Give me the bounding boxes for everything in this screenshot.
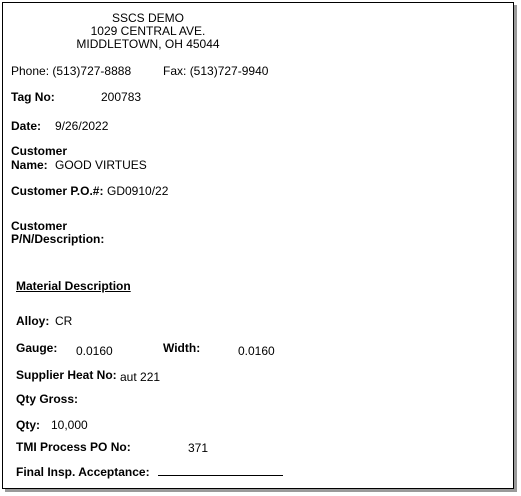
company-city: MIDDLETOWN, OH 45044 [76, 37, 220, 51]
heat-value: aut 221 [120, 370, 161, 384]
fax-label: Fax: [163, 64, 187, 78]
tag-value: 200783 [101, 90, 142, 104]
tmi-label: TMI Process PO No: [16, 440, 131, 454]
customer-pn-label-line2: P/N/Description: [11, 232, 105, 246]
company-name: SSCS DEMO [111, 11, 184, 25]
date-label: Date: [11, 119, 42, 133]
customer-po-label: Customer P.O.#: [11, 184, 104, 198]
tmi-value: 371 [188, 441, 209, 455]
customer-po-value: GD0910/22 [107, 184, 169, 198]
gauge-label: Gauge: [16, 341, 58, 355]
final-insp-label: Final Insp. Acceptance: [16, 465, 150, 479]
qty-value: 10,000 [51, 418, 88, 432]
customer-label-line1: Customer [11, 144, 68, 158]
customer-label-line2: Name: [11, 158, 48, 172]
alloy-value: CR [55, 314, 73, 328]
fax-value: (513)727-9940 [189, 64, 269, 78]
customer-pn-label-line1: Customer [11, 219, 68, 233]
fax-row [163, 64, 268, 78]
customer-name-value: GOOD VIRTUES [55, 158, 147, 172]
qty-gross-label: Qty Gross: [16, 392, 79, 406]
width-value: 0.0160 [238, 344, 275, 358]
heat-label: Supplier Heat No: [16, 368, 117, 382]
signature-line[interactable] [158, 475, 283, 476]
material-heading: Material Description [16, 279, 131, 293]
width-label: Width: [163, 341, 201, 355]
date-value: 9/26/2022 [55, 119, 109, 133]
company-address: 1029 CENTRAL AVE. [90, 24, 206, 38]
phone-label: Phone: [11, 64, 50, 78]
gauge-value: 0.0160 [76, 344, 113, 358]
phone-row [11, 64, 131, 78]
alloy-label: Alloy: [16, 314, 50, 328]
tag-label: Tag No: [11, 90, 55, 104]
qty-label: Qty: [16, 418, 40, 432]
tag-document [2, 2, 514, 489]
phone-value: (513)727-8888 [52, 64, 132, 78]
